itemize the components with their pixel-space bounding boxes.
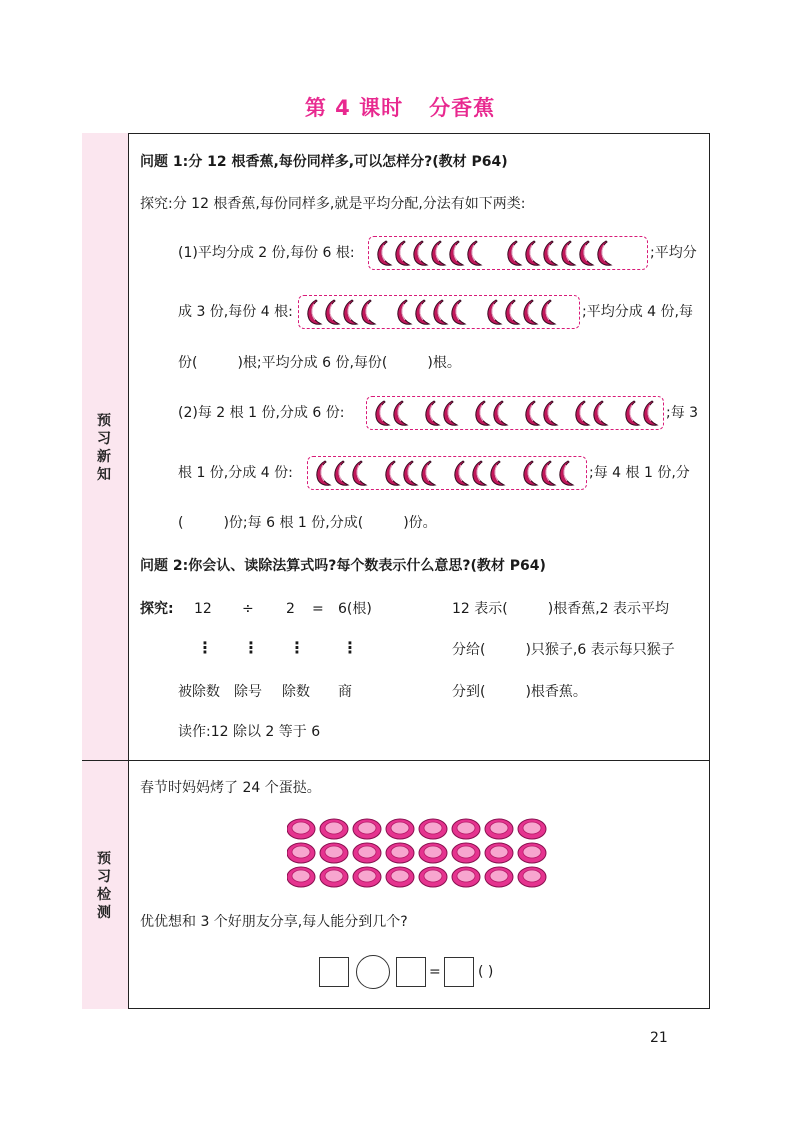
page-title (0, 92, 800, 122)
banana-icon (441, 399, 459, 427)
egg-tart-icon (518, 867, 546, 887)
egg-tart-icon (353, 819, 381, 839)
banana-icon (595, 239, 613, 267)
banana-icon (503, 298, 521, 326)
banana-icon (375, 239, 393, 267)
q1-line6-a: ( (178, 515, 184, 531)
banana-icon (623, 399, 641, 427)
banana-group-3x4 (298, 295, 580, 329)
vertical-dots: ⋮ (289, 638, 305, 657)
egg-tart-icon (386, 867, 414, 887)
equation-2: 2 (286, 601, 295, 617)
label-divisor: 除数 (282, 684, 310, 700)
banana-icon (393, 239, 411, 267)
equation-eq: = (312, 601, 324, 617)
lesson-name: 分香蕉 (429, 96, 496, 120)
section-label-preview-learn: 预 习 新 知 (97, 413, 111, 483)
egg-tart-icon (353, 843, 381, 863)
banana-icon (485, 298, 503, 326)
q1-line3-b: )根;平均分成 6 份,每份( (237, 355, 388, 371)
banana-icon (573, 399, 591, 427)
vertical-dots: ⋮ (243, 638, 259, 657)
banana-icon (314, 459, 332, 487)
q1-line6-c: )份。 (403, 515, 437, 531)
answer-box-3[interactable] (444, 957, 474, 987)
q2-heading: 问题 2:你会认、读除法算式吗?每个数表示什么意思?(教材 P64) (140, 558, 546, 574)
banana-icon (305, 298, 323, 326)
equation-6: 6(根) (338, 601, 372, 617)
banana-icon (449, 298, 467, 326)
egg-tart-icon (452, 843, 480, 863)
q2-right-2a: 分给( (452, 642, 486, 658)
banana-icon (557, 459, 575, 487)
q1-line3 (178, 353, 461, 373)
banana-icon (465, 239, 483, 267)
q2-read: 读作:12 除以 2 等于 6 (178, 724, 321, 740)
egg-tart-icon (320, 819, 348, 839)
q1-explore: 探究:分 12 根香蕉,每份同样多,就是平均分配,分法有如下两类: (140, 196, 526, 212)
q1-line4-tail: ;每 3 (666, 405, 699, 421)
q2-right-1a: 12 表示( (452, 601, 508, 617)
banana-icon (391, 399, 409, 427)
banana-group-2x6 (368, 236, 648, 270)
egg-tart-icon (419, 843, 447, 863)
vertical-dots: ⋮ (197, 638, 213, 657)
banana-icon (429, 239, 447, 267)
banana-icon (373, 399, 391, 427)
banana-icon (521, 298, 539, 326)
operator-circle[interactable] (356, 955, 390, 989)
banana-icon (541, 399, 559, 427)
section-label-preview-check: 预 习 检 测 (97, 851, 111, 921)
answer-box-2[interactable] (396, 957, 426, 987)
q1-line3-c: )根。 (427, 355, 461, 371)
equals-sign: = (429, 964, 441, 980)
banana-icon (473, 399, 491, 427)
banana-icon (452, 459, 470, 487)
banana-icon (395, 298, 413, 326)
egg-tart-icon (386, 819, 414, 839)
egg-tart-icon (485, 867, 513, 887)
q1-line4-text: (2)每 2 根 1 份,分成 6 份: (178, 405, 345, 421)
egg-tart-icons (287, 818, 553, 888)
egg-tart-icon (287, 819, 315, 839)
banana-icon (541, 239, 559, 267)
banana-icon (488, 459, 506, 487)
q2-right-1b: )根香蕉,2 表示平均 (547, 601, 670, 617)
banana-icon (505, 239, 523, 267)
q2-explore: 探究: (140, 601, 174, 617)
q1-line5-text: 根 1 份,分成 4 份: (178, 465, 293, 481)
banana-icon (350, 459, 368, 487)
sidebar-preview-learn (82, 133, 129, 761)
q1-line3-a: 份( (178, 355, 198, 371)
q2-right-3 (452, 682, 587, 702)
egg-tart-icon (320, 867, 348, 887)
egg-tart-icon (419, 867, 447, 887)
vertical-dots: ⋮ (342, 638, 358, 657)
q1-line1-text: (1)平均分成 2 份,每份 6 根: (178, 245, 355, 261)
banana-icon (341, 298, 359, 326)
sidebar-preview-check (82, 761, 129, 1009)
egg-tart-icon (287, 867, 315, 887)
banana-icon (577, 239, 595, 267)
banana-icon (413, 298, 431, 326)
label-quotient: 商 (338, 684, 352, 700)
q1-line1-tail: ;平均分 (650, 245, 697, 261)
banana-icon (470, 459, 488, 487)
q1-heading: 问题 1:分 12 根香蕉,每份同样多,可以怎样分?(教材 P64) (140, 154, 508, 170)
banana-icon (401, 459, 419, 487)
banana-icon (521, 459, 539, 487)
banana-icon (641, 399, 659, 427)
lesson-number: 第 4 课时 (304, 96, 404, 120)
egg-tart-icon (518, 819, 546, 839)
unit-paren: ( ) (478, 964, 494, 980)
egg-tart-icon (320, 843, 348, 863)
banana-group-4x3 (307, 456, 587, 490)
page-number: 21 (650, 1030, 668, 1046)
answer-box-1[interactable] (319, 957, 349, 987)
q2-right-1 (452, 599, 669, 619)
egg-tart-icon (419, 819, 447, 839)
banana-icon (523, 239, 541, 267)
banana-icon (383, 459, 401, 487)
egg-tart-icon (386, 843, 414, 863)
banana-icon (491, 399, 509, 427)
egg-tart-icon (287, 843, 315, 863)
egg-tart-icon (353, 867, 381, 887)
q1-line6-b: )份;每 6 根 1 份,分成( (223, 515, 364, 531)
banana-icon (523, 399, 541, 427)
egg-tart-icon (518, 843, 546, 863)
banana-icon (332, 459, 350, 487)
banana-icon (359, 298, 377, 326)
banana-icon (591, 399, 609, 427)
section-divider (82, 760, 710, 761)
banana-icon (419, 459, 437, 487)
q1-line2-text: 成 3 份,每份 4 根: (178, 304, 293, 320)
egg-tart-icon (452, 819, 480, 839)
banana-icon (539, 298, 557, 326)
egg-tart-icon (485, 819, 513, 839)
banana-icon (431, 298, 449, 326)
label-dividend: 被除数 (178, 684, 220, 700)
banana-icon (423, 399, 441, 427)
banana-icon (539, 459, 557, 487)
q2-right-2b: )只猴子,6 表示每只猴子 (525, 642, 675, 658)
banana-icon (559, 239, 577, 267)
check-question-text: 优优想和 3 个好朋友分享,每人能分到几个? (140, 914, 408, 930)
egg-tart-icon (485, 843, 513, 863)
egg-tart-grid (287, 818, 553, 892)
banana-icon (447, 239, 465, 267)
egg-tart-icon (452, 867, 480, 887)
q1-line2-tail: ;平均分成 4 份,每 (582, 304, 693, 320)
q1-line5-tail: ;每 4 根 1 份,分 (589, 465, 690, 481)
q2-right-3a: 分到( (452, 684, 486, 700)
banana-icon (411, 239, 429, 267)
check-problem-text: 春节时妈妈烤了 24 个蛋挞。 (140, 780, 321, 796)
q2-right-2 (452, 640, 675, 660)
q1-line6 (178, 513, 437, 533)
banana-icon (323, 298, 341, 326)
equation-div: ÷ (242, 601, 254, 617)
label-divsign: 除号 (234, 684, 262, 700)
equation-12: 12 (194, 601, 212, 617)
banana-group-6x2 (366, 396, 664, 430)
q2-right-3b: )根香蕉。 (525, 684, 587, 700)
